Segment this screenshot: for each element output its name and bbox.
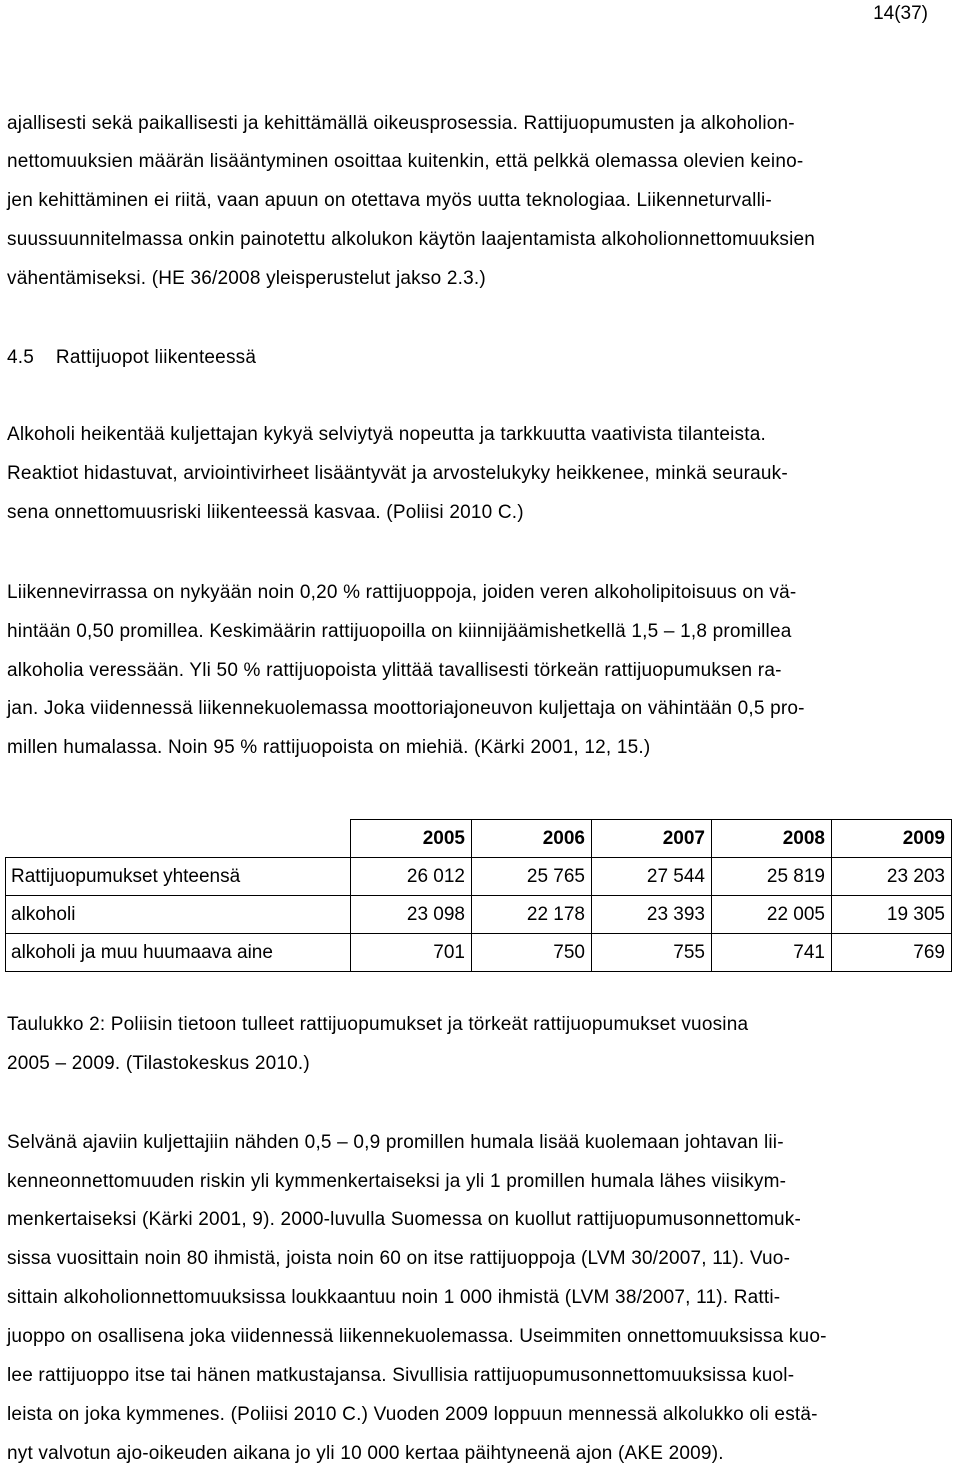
year-header: 2008 xyxy=(712,820,832,858)
table-cell: 25 819 xyxy=(712,858,832,896)
text-line: 2005 – 2009. (Tilastokeskus 2010.) xyxy=(7,1053,310,1074)
text-line: hintään 0,50 promillea. Keskimäärin rattijuopoilla on kiinnijäämishetkellä 1,5 – 1,8 promillea xyxy=(7,621,792,642)
text-line: millen humalassa. Noin 95 % rattijuopoista on miehiä. (Kärki 2001, 12, 15.) xyxy=(7,737,651,758)
text-line: jen kehittäminen ei riitä, vaan apuun on otettava myös uutta teknologiaa. Liikenneturvalli- xyxy=(7,190,772,211)
section-heading: 4.5 Rattijuopot liikenteessä xyxy=(7,347,257,368)
table-cell: 22 005 xyxy=(712,896,832,934)
text-line: sena onnettomuusriski liikenteessä kasvaa. (Poliisi 2010 C.) xyxy=(7,502,524,523)
text-line: juoppo on osallisena joka viidennessä liikennekuolemassa. Useimmiten onnettomuuksissa kuo- xyxy=(7,1326,827,1347)
text-line: Taulukko 2: Poliisin tietoon tulleet rattijuopumukset ja törkeät rattijuopumukset vuosina xyxy=(7,1014,749,1035)
year-header: 2006 xyxy=(472,820,592,858)
table-cell: 22 178 xyxy=(472,896,592,934)
table-cell: 741 xyxy=(712,934,832,972)
page-number: 14(37) xyxy=(873,3,928,24)
row-label: Rattijuopumukset yhteensä xyxy=(6,858,351,896)
table-cell: 23 098 xyxy=(351,896,472,934)
table-cell: 23 393 xyxy=(592,896,712,934)
table-row xyxy=(6,896,952,934)
text-line: nettomuuksien määrän lisääntyminen osoittaa kuitenkin, että pelkkä olemassa olevien keino- xyxy=(7,151,804,172)
text-line: Alkoholi heikentää kuljettajan kykyä selviytyä nopeutta ja tarkkuutta vaativista tilanteista. xyxy=(7,424,766,445)
table-cell: 25 765 xyxy=(472,858,592,896)
year-header: 2009 xyxy=(832,820,952,858)
text-line: alkoholia veressään. Yli 50 % rattijuopoista ylittää tavallisesti törkeän rattijuopumuksen ra- xyxy=(7,660,782,681)
table-corner xyxy=(6,820,351,858)
table-cell: 19 305 xyxy=(832,896,952,934)
row-label: alkoholi ja muu huumaava aine xyxy=(6,934,351,972)
text-line: nyt valvotun ajo-oikeuden aikana jo yli 10 000 kertaa päihtyneenä ajon (AKE 2009). xyxy=(7,1443,724,1464)
drunk-driving-table xyxy=(5,819,952,972)
text-line: lee rattijuoppo itse tai hänen matkustajansa. Sivullisia rattijuopumusonnettomuuksissa kuol- xyxy=(7,1365,795,1386)
table-cell: 701 xyxy=(351,934,472,972)
table-cell: 27 544 xyxy=(592,858,712,896)
text-line: Reaktiot hidastuvat, arviointivirheet lisääntyvät ja arvostelukyky heikkenee, minkä seurauk- xyxy=(7,463,788,484)
text-line: menkertaiseksi (Kärki 2001, 9). 2000-luvulla Suomessa on kuollut rattijuopumusonnettomuk- xyxy=(7,1209,802,1230)
text-line: ajallisesti sekä paikallisesti ja kehittämällä oikeusprosessia. Rattijuopumusten ja alkoholion- xyxy=(7,113,795,134)
text-line: vähentämiseksi. (HE 36/2008 yleisperustelut jakso 2.3.) xyxy=(7,268,486,289)
table-header-row xyxy=(6,820,952,858)
table-cell: 23 203 xyxy=(832,858,952,896)
text-line: sissa vuosittain noin 80 ihmistä, joista noin 60 on itse rattijuoppoja (LVM 30/2007, 11). Vuo- xyxy=(7,1248,791,1269)
text-line: leista on joka kymmenes. (Poliisi 2010 C.) Vuoden 2009 loppuun mennessä alkolukko oli estä- xyxy=(7,1404,818,1425)
text-line: jan. Joka viidennessä liikennekuolemassa moottoriajoneuvon kuljettaja on vähintään 0,5 pro- xyxy=(7,698,805,719)
year-header: 2007 xyxy=(592,820,712,858)
table-cell: 769 xyxy=(832,934,952,972)
table-cell: 750 xyxy=(472,934,592,972)
text-line: sittain alkoholionnettomuuksissa loukkaantuu noin 1 000 ihmistä (LVM 38/2007, 11). Ratti- xyxy=(7,1287,781,1308)
table-cell: 26 012 xyxy=(351,858,472,896)
text-line: suussuunnitelmassa onkin painotettu alkolukon käytön laajentamista alkoholionnettomuuksien xyxy=(7,229,816,250)
text-line: Selvänä ajaviin kuljettajiin nähden 0,5 – 0,9 promillen humala lisää kuolemaan johtavan lii- xyxy=(7,1132,784,1153)
table-row xyxy=(6,934,952,972)
text-line: Liikennevirrassa on nykyään noin 0,20 % rattijuoppoja, joiden veren alkoholipitoisuus on vä- xyxy=(7,582,797,603)
table-cell: 755 xyxy=(592,934,712,972)
row-label: alkoholi xyxy=(6,896,351,934)
year-header: 2005 xyxy=(351,820,472,858)
table-row xyxy=(6,858,952,896)
text-line: kenneonnettomuuden riskin yli kymmenkertaiseksi ja yli 1 promillen humala lähes viisikym- xyxy=(7,1171,787,1192)
